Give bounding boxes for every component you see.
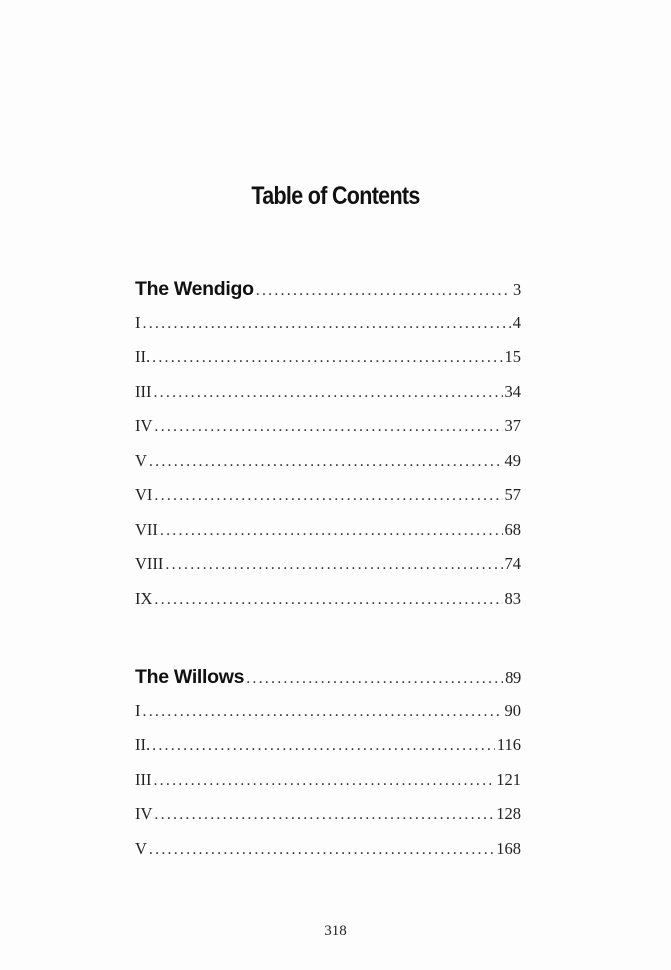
dot-leader [153,772,494,790]
chapter-label: V [135,450,147,470]
chapter-label: IX [135,588,153,608]
toc-entry[interactable] [135,520,521,555]
toc-entry[interactable] [135,347,521,382]
toc-entry[interactable] [135,701,521,736]
toc-section-the-willows [135,666,521,873]
section-page-number: 3 [513,280,521,299]
dot-leader [149,453,503,471]
chapter-page-number: 15 [504,347,521,366]
chapter-page-number: 90 [504,700,521,720]
section-page-number: 89 [505,668,521,687]
dot-leader [246,670,503,688]
chapter-label: II. [135,735,151,754]
dot-leader [152,349,502,367]
chapter-page-number: 74 [504,554,521,573]
chapter-label: II. [135,347,151,366]
chapter-label: VI [135,485,153,504]
toc-section-the-wendigo [135,278,521,623]
toc-entry[interactable] [135,382,521,417]
section-title: The Willows [135,666,245,688]
page-number: 318 [324,923,347,939]
chapter-page-number: 57 [504,485,521,504]
toc-section-heading[interactable] [135,278,521,313]
chapter-label: VII [135,519,158,539]
chapter-page-number: 116 [496,735,521,754]
dot-leader [143,703,503,721]
dot-leader [154,591,502,609]
dot-leader [149,841,494,859]
toc-entry[interactable] [135,416,521,451]
chapter-label: III [135,769,152,789]
chapter-page-number: 37 [504,416,521,435]
chapter-page-number: 128 [496,804,521,823]
dot-leader [152,737,495,755]
chapter-page-number: 121 [496,769,521,789]
chapter-label: IV [135,804,153,823]
section-title: The Wendigo [135,278,254,300]
chapter-label: VIII [135,554,164,573]
dot-leader [154,418,502,436]
chapter-page-number: 34 [504,381,521,401]
toc-entry[interactable] [135,485,521,520]
page-title: Table of Contents [251,182,420,210]
dot-leader [160,522,503,540]
toc-section-heading[interactable] [135,666,521,701]
toc-entry[interactable] [135,839,521,874]
chapter-page-number: 168 [496,838,521,858]
dot-leader [165,556,502,574]
dot-leader [143,315,511,333]
chapter-label: III [135,381,152,401]
dot-leader [153,384,502,402]
toc-entry[interactable] [135,735,521,770]
toc-entry[interactable] [135,554,521,589]
toc-entry[interactable] [135,770,521,805]
chapter-page-number: 83 [504,588,521,608]
chapter-page-number: 4 [512,312,521,332]
toc-entry[interactable] [135,313,521,348]
toc-entry[interactable] [135,589,521,624]
chapter-label: V [135,838,147,858]
chapter-label: I [135,312,141,332]
toc-entry[interactable] [135,451,521,486]
dot-leader [154,487,502,505]
chapter-label: I [135,700,141,720]
chapter-page-number: 49 [504,450,521,470]
chapter-label: IV [135,416,153,435]
dot-leader [154,806,494,824]
toc-entry[interactable] [135,804,521,839]
chapter-page-number: 68 [504,519,521,539]
dot-leader [256,282,511,300]
